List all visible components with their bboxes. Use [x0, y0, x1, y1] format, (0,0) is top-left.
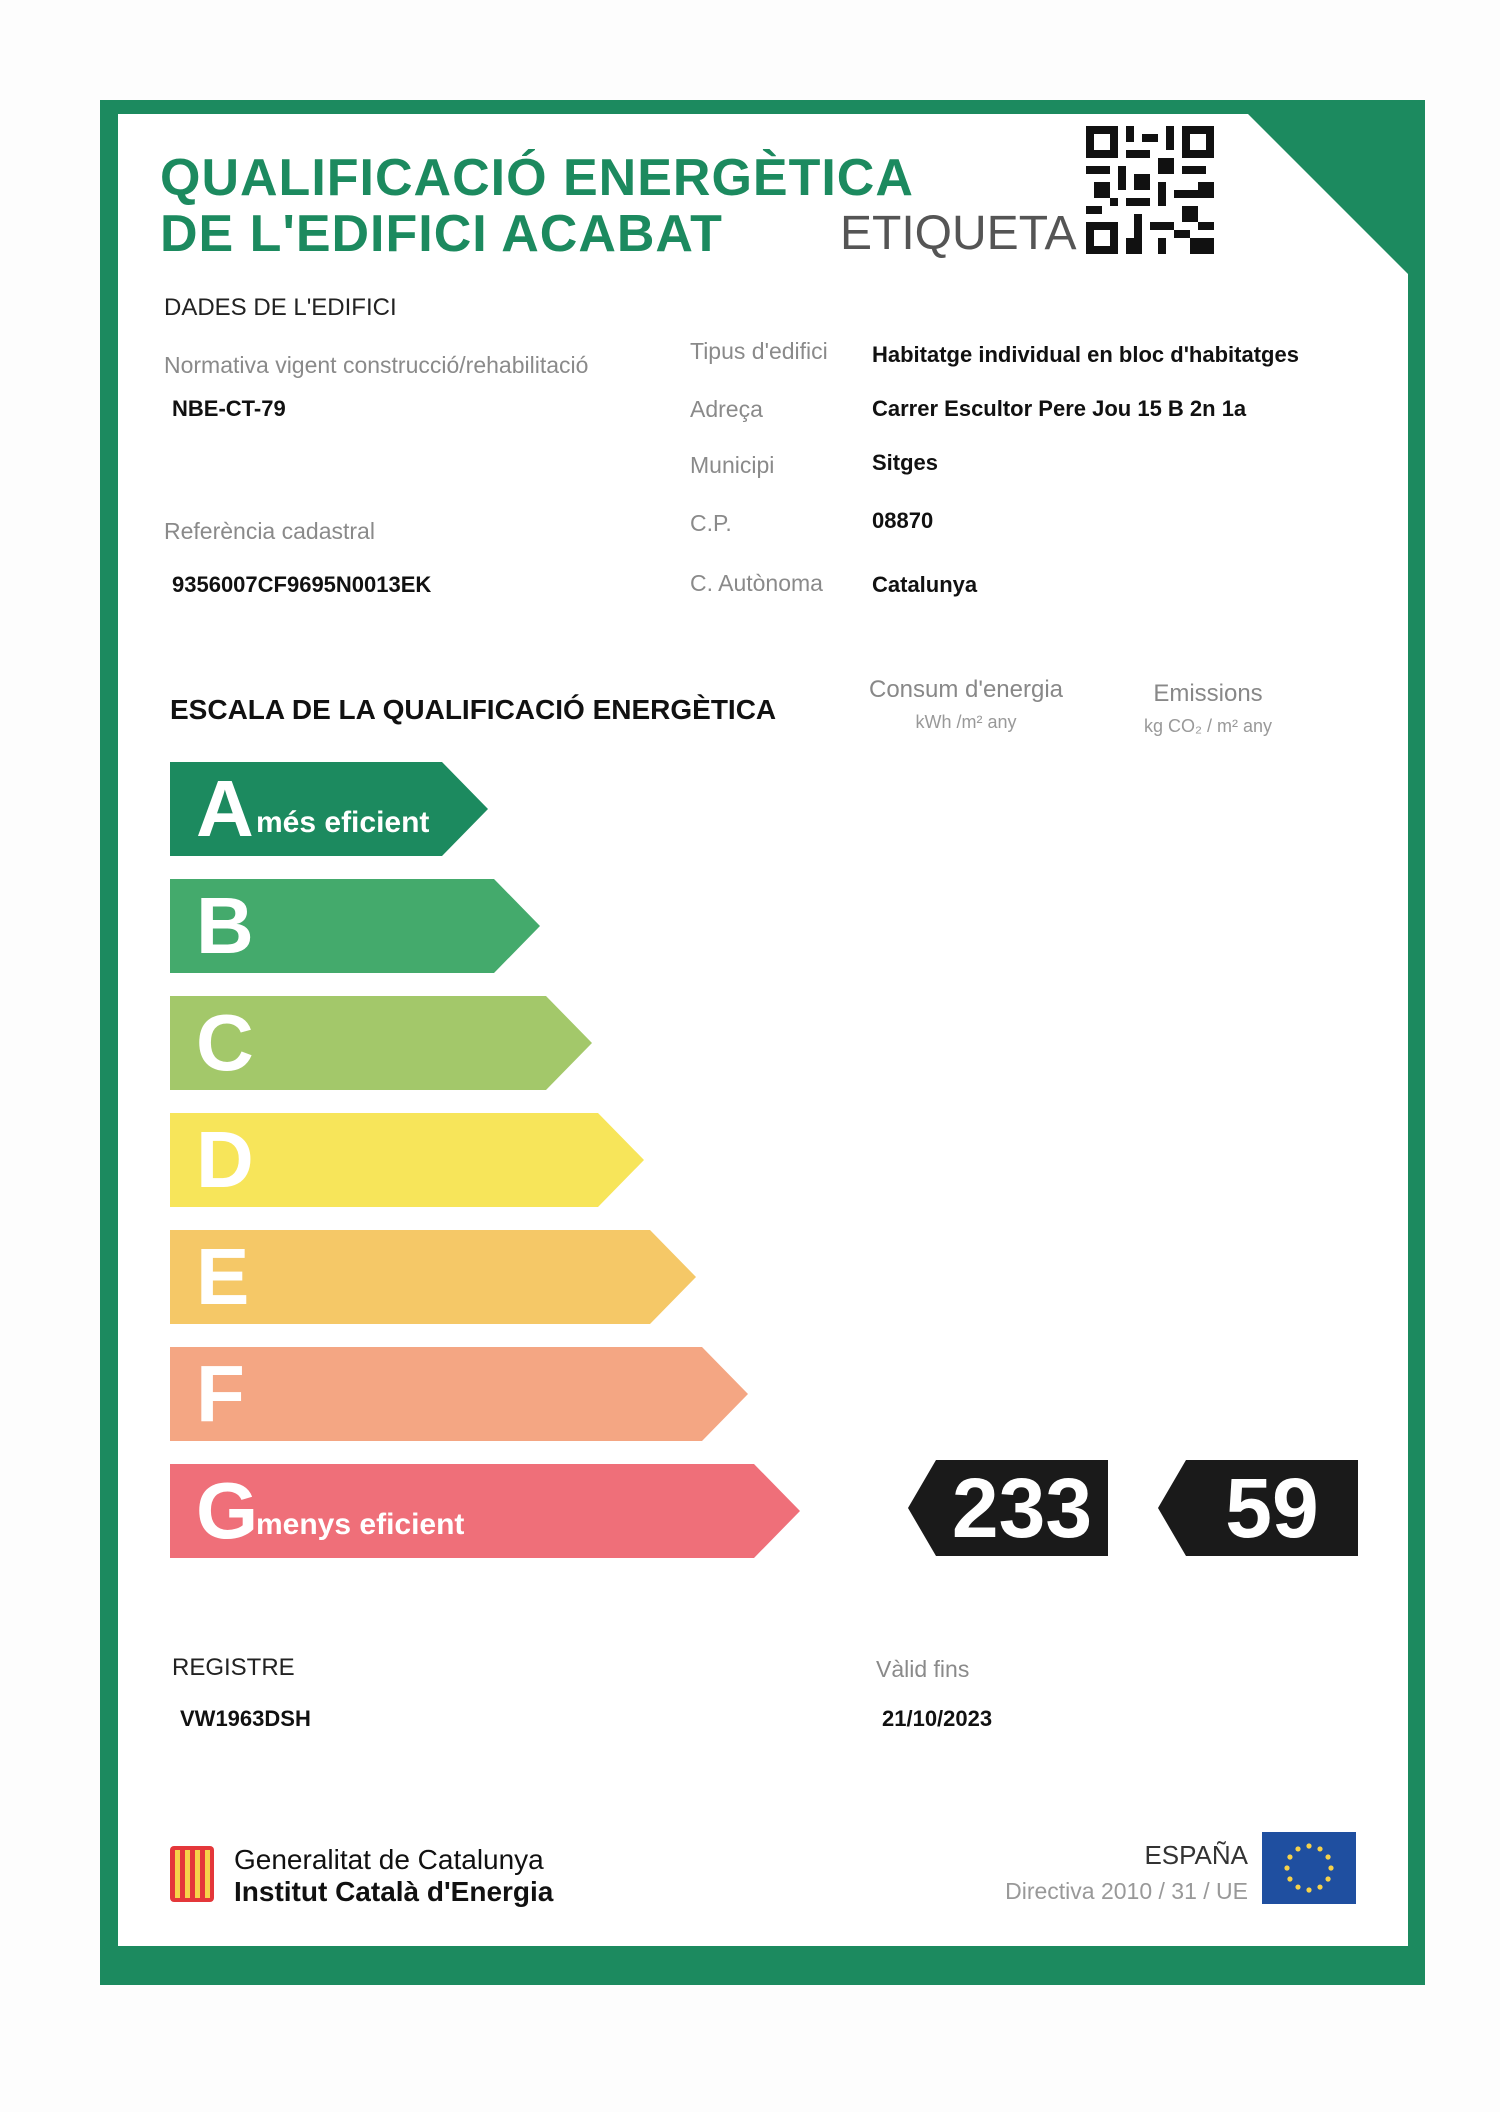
- rating-bar-g: [170, 1464, 800, 1558]
- building-section-title: DADES DE L'EDIFICI: [164, 294, 397, 321]
- tipus-value: Habitatge individual en bloc d'habitatges: [872, 342, 1299, 367]
- emissions-badge: [1158, 1460, 1358, 1556]
- adreca-label: Adreça: [690, 396, 763, 422]
- ref-cadastral-value: 9356007CF9695N0013EK: [172, 572, 432, 597]
- eu-star: [1317, 1884, 1322, 1889]
- least-efficient-label: menys eficient: [256, 1508, 465, 1541]
- emissions-label: Emissions: [1153, 680, 1263, 707]
- eu-star: [1295, 1846, 1300, 1851]
- rating-letter-a: A: [196, 764, 254, 853]
- rating-letter-e: E: [196, 1232, 250, 1321]
- eu-star: [1287, 1854, 1292, 1859]
- emissions-value: 59: [1225, 1461, 1319, 1555]
- rating-bar-c: [170, 996, 592, 1090]
- rating-bar-f: [170, 1347, 748, 1441]
- valid-label: Vàlid fins: [876, 1656, 970, 1682]
- directiva-label: Directiva 2010 / 31 / UE: [1005, 1878, 1248, 1904]
- rating-letter-g: G: [196, 1466, 259, 1555]
- consum-value: 233: [951, 1461, 1093, 1555]
- rating-letter-c: C: [196, 998, 254, 1087]
- emissions-unit: kg CO₂ / m² any: [1143, 716, 1272, 736]
- eu-star: [1306, 1843, 1311, 1848]
- normativa-value: NBE-CT-79: [172, 396, 286, 421]
- eu-star: [1284, 1865, 1289, 1870]
- rating-bar-shape-f: [170, 1347, 748, 1441]
- label-body: [118, 114, 1408, 1946]
- consum-badge: [908, 1460, 1108, 1556]
- institut-name: Institut Català d'Energia: [234, 1876, 554, 1907]
- corner-decoration: [1248, 114, 1408, 274]
- cp-label: C.P.: [690, 510, 732, 536]
- cp-value: 08870: [872, 508, 934, 533]
- rating-letter-b: B: [196, 881, 254, 970]
- eu-star: [1287, 1876, 1292, 1881]
- eu-star: [1325, 1876, 1330, 1881]
- rating-bar-b: [170, 879, 540, 973]
- normativa-label: Normativa vigent construcció/rehabilitació: [164, 352, 589, 378]
- generalitat-logo-icon: [170, 1846, 214, 1902]
- registre-label: REGISTRE: [172, 1654, 295, 1681]
- scale-title: ESCALA DE LA QUALIFICACIÓ ENERGÈTICA: [170, 694, 777, 725]
- eu-flag-icon: [1262, 1832, 1356, 1904]
- etiqueta-label: ETIQUETA: [840, 207, 1077, 260]
- adreca-value: Carrer Escultor Pere Jou 15 B 2n 1a: [872, 396, 1247, 421]
- eu-star: [1317, 1846, 1322, 1851]
- rating-letter-d: D: [196, 1115, 254, 1204]
- rating-letter-f: F: [196, 1349, 245, 1438]
- tipus-label: Tipus d'edifici: [690, 338, 828, 364]
- espana-label: ESPAÑA: [1144, 1840, 1248, 1870]
- valid-value: 21/10/2023: [882, 1706, 993, 1731]
- rating-bar-d: [170, 1113, 644, 1207]
- municipi-value: Sitges: [872, 450, 939, 475]
- most-efficient-label: més eficient: [256, 806, 430, 839]
- consum-unit: kWh /m² any: [915, 712, 1017, 732]
- eu-star: [1295, 1884, 1300, 1889]
- eu-star: [1328, 1865, 1333, 1870]
- title-line-2: DE L'EDIFICI ACABAT: [160, 205, 723, 263]
- comunitat-value: Catalunya: [872, 572, 978, 597]
- consum-label: Consum d'energia: [868, 676, 1064, 703]
- generalitat-name: Generalitat de Catalunya: [234, 1844, 544, 1875]
- title-line-1: QUALIFICACIÓ ENERGÈTICA: [160, 149, 914, 207]
- registre-value: VW1963DSH: [180, 1706, 311, 1731]
- municipi-label: Municipi: [690, 452, 775, 478]
- ref-cadastral-label: Referència cadastral: [164, 518, 375, 544]
- eu-star: [1325, 1854, 1330, 1859]
- rating-bar-a: [170, 762, 488, 856]
- eu-star: [1306, 1887, 1311, 1892]
- qr-code-icon: [1086, 126, 1214, 254]
- comunitat-label: C. Autònoma: [690, 570, 823, 596]
- rating-bar-e: [170, 1230, 696, 1324]
